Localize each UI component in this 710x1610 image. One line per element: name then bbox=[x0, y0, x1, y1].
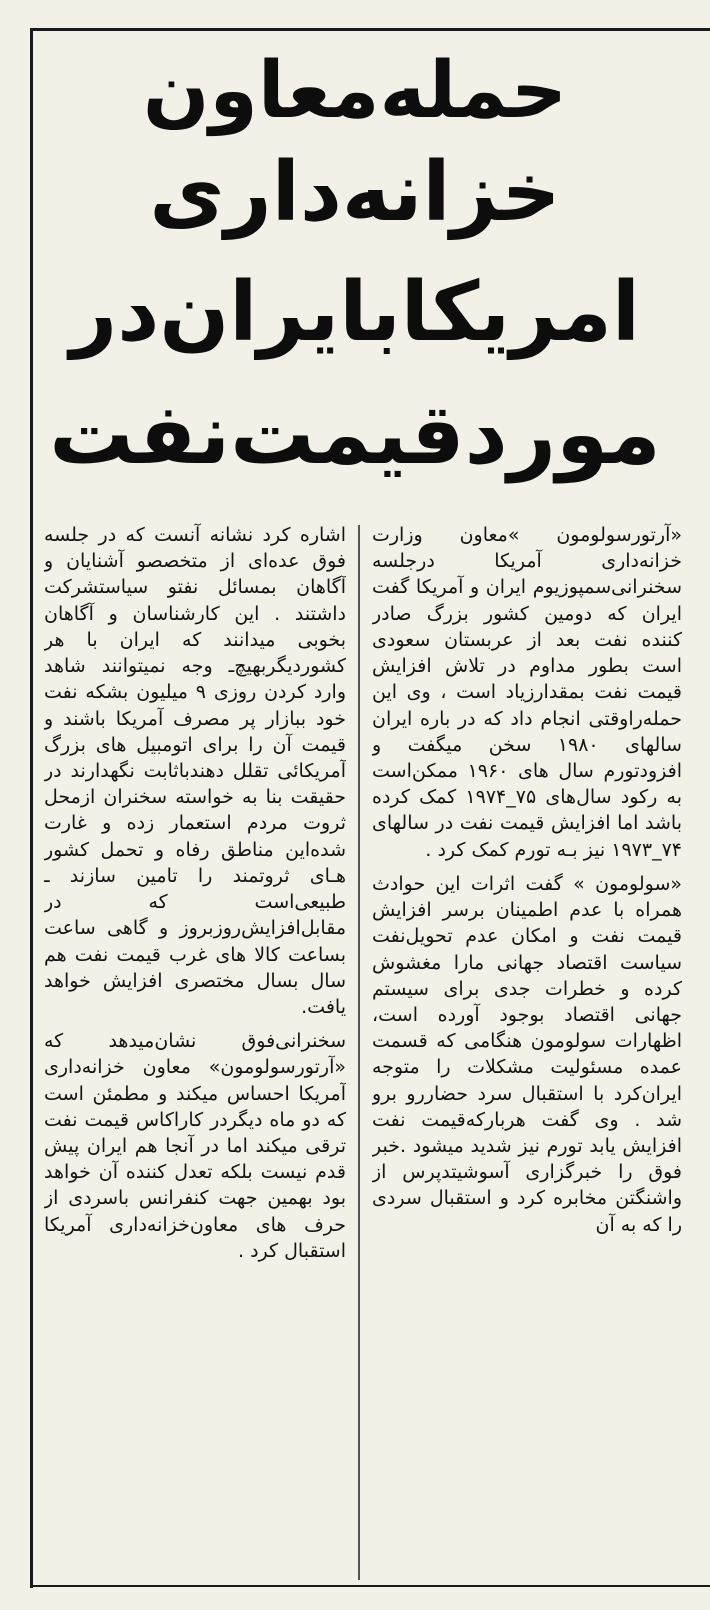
headline-line-4: موردقیمت‌نفت bbox=[49, 385, 661, 483]
top-border-rule bbox=[30, 28, 710, 31]
article-column-left bbox=[44, 522, 346, 1577]
article-paragraph: «آرتورسولومون »معاون وزارت خزانه‌داری آمریکا درجلسه سخنرانی‌سمپوزیوم ایران و آمریکا گفت ایران که دومین کشور بزرگ صادر کننده نفت بعد از عربستان سعودی است بطور مداوم در تلاش افزایش قیمت نفت بمقدارزیاد است ، وی این حمله‌راوقتی انجام داد که در باره ایران سالهای ۱۹۸۰ سخن میگفت و افزودتورم سال های ۱۹۶۰ ممکن‌است به رکود سال‌های ۷۵_۱۹۷۴ کمک کرده باشد اما افزایش قیمت نفت در سالهای ۷۴_۱۹۷۳ نیز بـه تورم کمک کرد . bbox=[372, 524, 682, 861]
headline-line-2: خزانه‌داری bbox=[149, 145, 561, 240]
article-column-right bbox=[372, 522, 682, 1577]
article-paragraph: «سولومون » گفت اثرات این حوادث همراه با عدم اطمینان برسر افزایش قیمت نفت و امکان عدم تحویل‌نفت سیاست اقتصاد جهانی مارا مغشوش کرده و خطرات جدی برای سیستم جهانی اقتصاد بوجود آورده است، اظهارات سولومون هنگامی که قسمت عمده مسئولیت مشکلات را متوجه ایران‌کرد با استقبال سرد حضاررو برو شد . وی گفت هربارکه‌قیمت نفت افزایش یابد تورم نیز شدید میشود .خبر فوق را خبرگزاری آسوشیتدپرس از واشنگتن مخابره کرد و استقبال سردی را که به آن bbox=[372, 872, 682, 1236]
left-border-rule bbox=[30, 28, 33, 1588]
article-paragraph: سخنرانی‌فوق نشان‌میدهد که «آرتورسولومون» معاون خزانه‌داری آمریکا احساس میکند و مطمئن است که دو ماه دیگردر کاراکاس قیمت نفت ترقی میکند اما در آنجا هم ایران پیش قدم نیست بلکه تعدل کننده آن خواهد بود بهمین جهت کنفرانس باسردی از حرف های معاون‌خزانه‌داری آمریکا استقبال کرد . bbox=[44, 1030, 346, 1262]
bottom-border-rule bbox=[30, 1585, 710, 1587]
headline bbox=[40, 40, 670, 510]
headline-line-1: حمله‌معاون bbox=[142, 46, 568, 136]
column-divider-rule bbox=[358, 525, 360, 1580]
headline-line-3: امریکابایران‌در bbox=[70, 265, 640, 360]
article-paragraph: اشاره کرد نشانه آنست که در جلسه فوق عده‌ای از متخصصو آشنایان و آگاهان بمسائل نفتو سیاستشرکت داشتند . این کارشناسان و آگاهان بخوبی میدانند که ایران با هر کشوردیگربهیچ‌ـ وجه نمیتوانند شاهد وارد کردن روزی ۹ میلیون بشکه نفت خود ببازار پر مصرف آمریکا باشند و قیمت آن را برای اتومبیل های بزرگ آمریکائی تقلل دهندباثابت نگهدارند در حقیقت بنا به خواسته سخنران ازمحل ثروت مردم استعمار زده و غارت شده‌این مناطق رفاه و تحمل کشور هـای ثروتمند را تامین سازند ـ طبیعی‌است که در مقابل‌افزایش‌روزبروز و گاهی ساعت بساعت کالا های غرب قیمت نفت هم سال بسال مختصری افزایش خواهد یافت. bbox=[44, 524, 346, 1018]
